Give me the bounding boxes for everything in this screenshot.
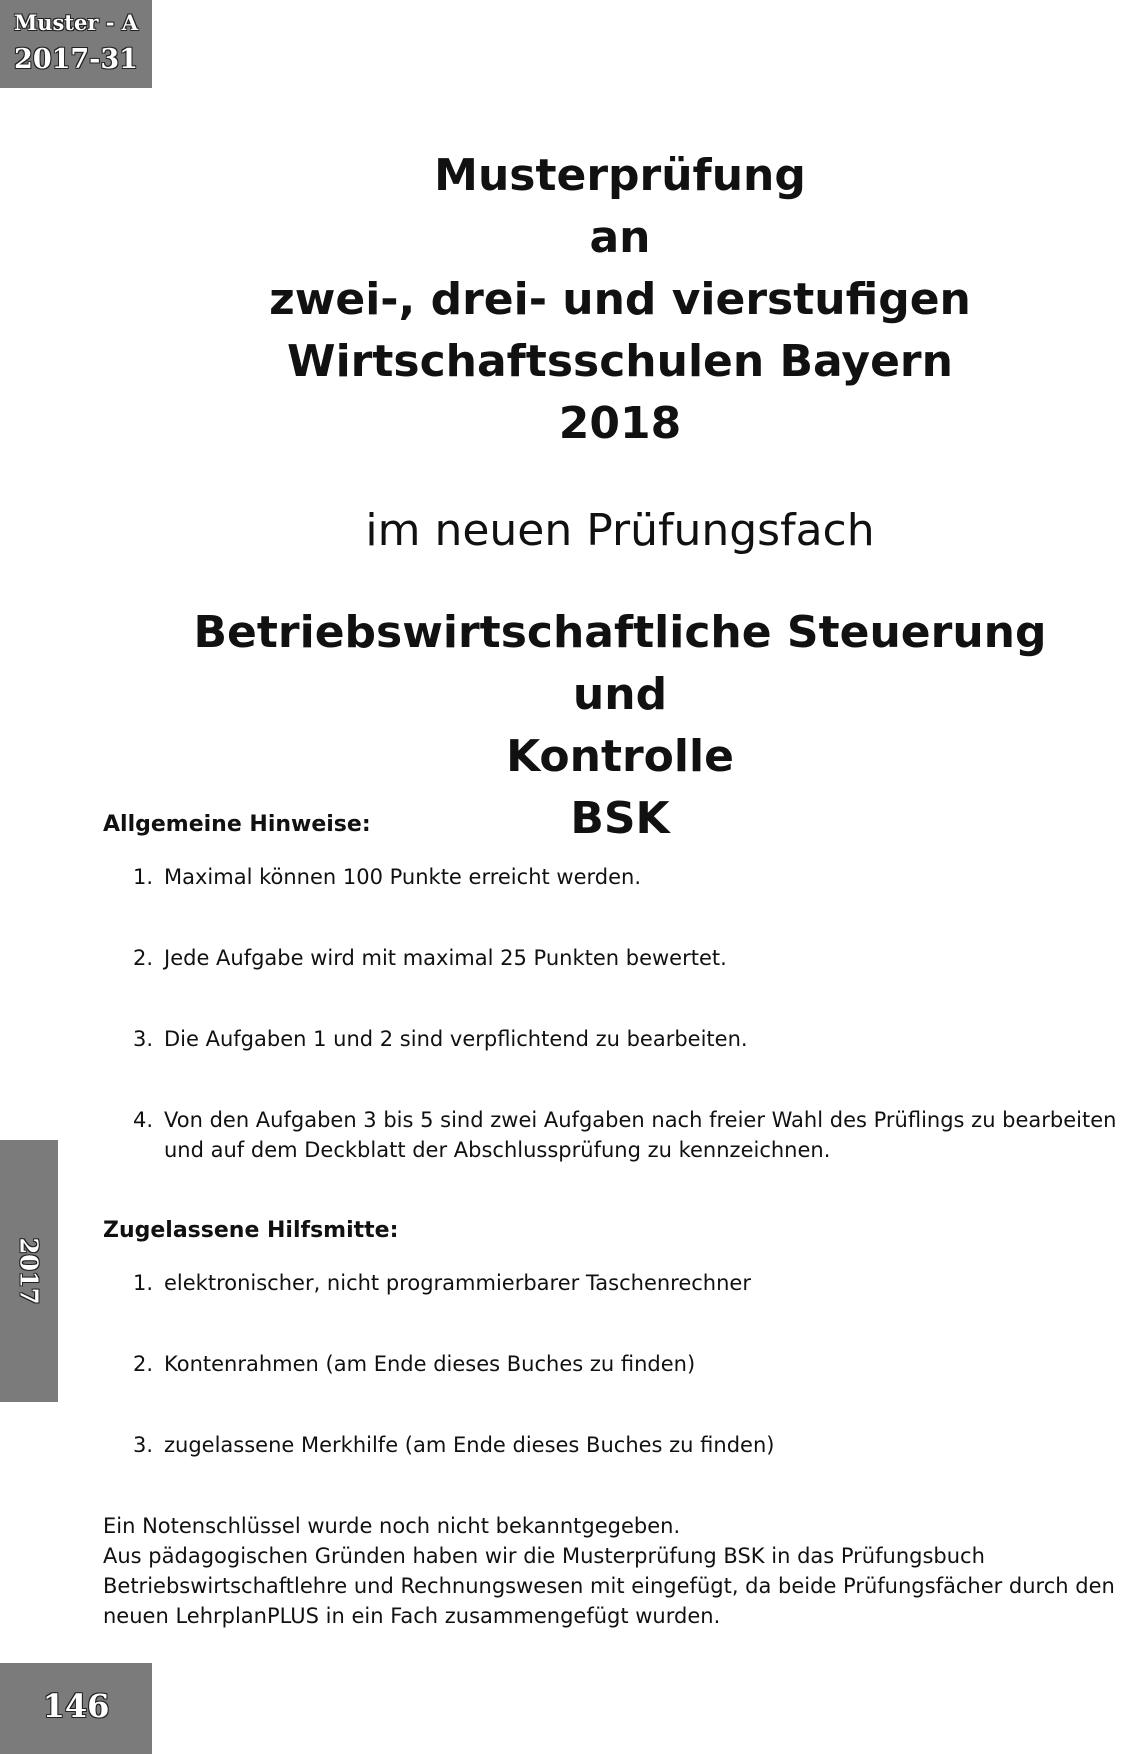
page-number: 146 (42, 1687, 110, 1725)
section-heading-hilfsmittel: Zugelassene Hilfsmitte: (103, 1218, 399, 1243)
list-text: Die Aufgaben 1 und 2 sind verpflichtend zu bearbeiten. (164, 1027, 748, 1051)
year-tab (0, 1140, 58, 1402)
list-number: 2. (133, 1352, 154, 1376)
subject-line: Betriebswirtschaftliche Steuerung und (193, 607, 1047, 720)
note-line: Aus pädagogischen Gründen haben wir die Musterprüfung BSK in das Prüfungsbuch Betriebswirtschaftlehre und Rechnungswesen mit eingefügt, da beide Prüfungsfächer durch den neuen LehrplanPLUS in ein Fach zusammengefügt wurden. (103, 1544, 1115, 1628)
title-line: 2018 (558, 398, 682, 449)
tab-code: 2017-31 (14, 44, 138, 75)
section-heading-hinweise: Allgemeine Hinweise: (103, 812, 371, 837)
list-number: 2. (133, 946, 154, 970)
year-tab-label: 2017 (14, 1237, 44, 1305)
subtitle-line: im neuen Prüfungsfach (365, 505, 875, 556)
notes-paragraph (103, 1511, 1135, 1631)
list-number: 3. (133, 1027, 154, 1051)
document-title (150, 145, 1090, 455)
list-number: 4. (133, 1108, 154, 1132)
subject-line: Kontrolle (506, 731, 734, 782)
list-text: Kontenrahmen (am Ende dieses Buches zu finden) (164, 1352, 696, 1376)
title-line: zwei-, drei- und vierstufigen (269, 274, 971, 325)
title-line: Musterprüfung (434, 150, 806, 201)
page-number-tab (0, 1663, 152, 1754)
list-text: zugelassene Merkhilfe (am Ende dieses Buches zu finden) (164, 1433, 775, 1457)
list-number: 1. (133, 1271, 154, 1295)
note-line: Ein Notenschlüssel wurde noch nicht bekanntgegeben. (103, 1514, 681, 1538)
list-text: Maximal können 100 Punkte erreicht werden. (164, 865, 642, 889)
list-text: Jede Aufgabe wird mit maximal 25 Punkten bewertet. (164, 946, 727, 970)
tab-label: Muster - A (13, 10, 139, 35)
list-number: 1. (133, 865, 154, 889)
document-subtitle (150, 500, 1090, 562)
title-line: Wirtschaftsschulen Bayern (287, 336, 953, 387)
title-line: an (589, 212, 651, 263)
list-number: 3. (133, 1433, 154, 1457)
subject-line: BSK (570, 793, 670, 844)
list-text: elektronischer, nicht programmierbarer Taschenrechner (164, 1271, 751, 1295)
list-text: Von den Aufgaben 3 bis 5 sind zwei Aufgaben nach freier Wahl des Prüflings zu bearbeiten und auf dem Deckblatt der Abschlussprüfung zu kennzeichnen. (164, 1108, 1117, 1162)
section-tab (0, 0, 152, 88)
